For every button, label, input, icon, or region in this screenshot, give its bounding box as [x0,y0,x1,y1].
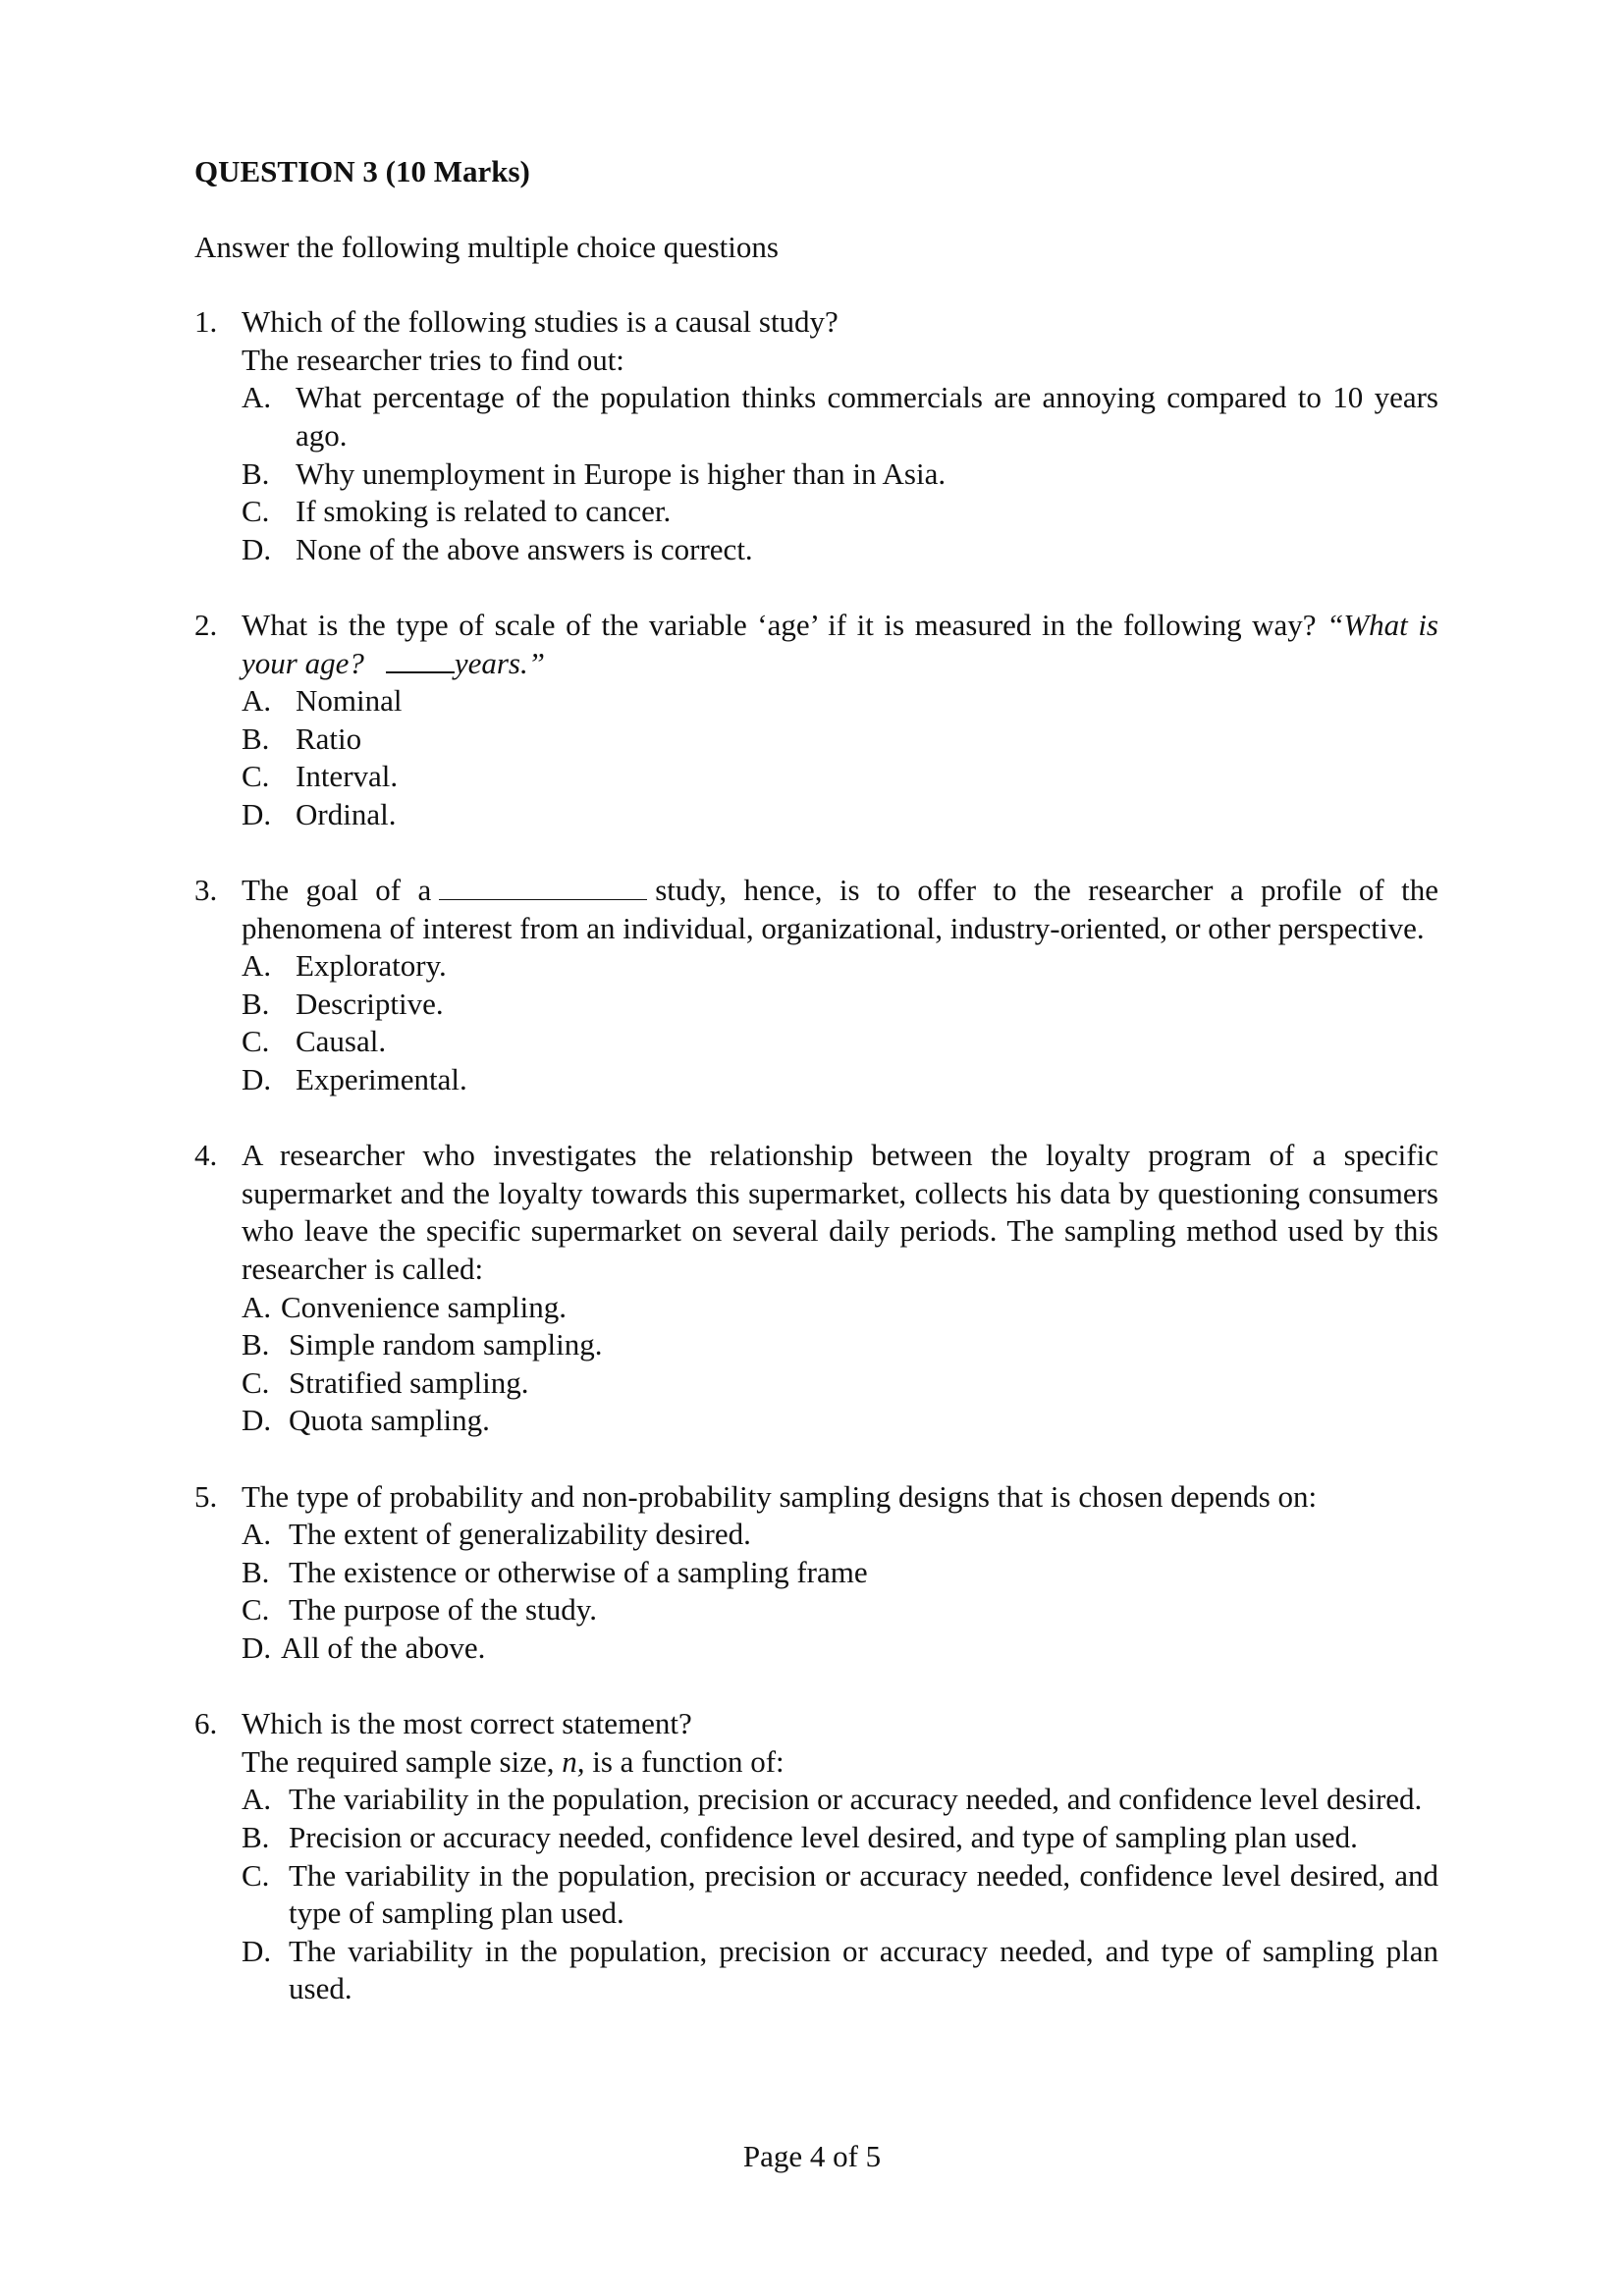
option-text: Simple random sampling. [289,1327,603,1362]
question-4 [194,1137,1438,1440]
option-d[interactable] [242,1629,1438,1668]
question-text [242,607,1438,682]
option-d[interactable] [242,1061,1438,1099]
question-1 [194,303,1438,568]
option-letter: C. [242,759,270,794]
option-letter: D. [242,1403,272,1438]
option-b[interactable] [242,721,1438,759]
option-letter: A. [242,683,272,719]
question-subtext: The researcher tries to find out: [242,342,624,377]
option-letter: C. [242,1024,270,1059]
option-letter: D. [242,531,272,566]
question-list [194,303,1438,2008]
subtext-variable: n, [562,1743,585,1779]
question-number: 2. [194,607,218,642]
option-letter: B. [242,721,270,756]
option-b[interactable] [242,455,1438,494]
option-b[interactable] [242,1554,1438,1592]
exam-page [194,153,1438,2047]
option-letter: A. [242,948,272,984]
option-letter: C. [242,1364,270,1400]
option-a[interactable] [242,947,1438,986]
option-c[interactable] [242,758,1438,796]
question-number: 5. [194,1478,218,1514]
option-letter: D. [242,1933,272,1968]
question-number: 6. [194,1706,218,1741]
option-text: Convenience sampling. [281,1289,567,1324]
question-text: The type of probability and non-probability sampling designs that is chosen depends on: [242,1478,1318,1514]
option-letter: D. [242,1062,272,1097]
option-text: The purpose of the study. [289,1592,597,1628]
option-letter: A. [242,380,272,415]
option-letter: D. [242,796,272,831]
option-letter: D. [242,1629,272,1665]
question-subtext [242,1743,1438,1782]
option-list [242,1516,1438,1667]
option-c[interactable] [242,1857,1438,1933]
question-2 [194,607,1438,834]
option-letter: A. [242,1517,272,1552]
option-b[interactable] [242,986,1438,1024]
option-b[interactable] [242,1819,1438,1857]
option-letter: C. [242,1592,270,1628]
question-number: 1. [194,304,218,340]
option-list [242,682,1438,833]
option-text: Descriptive. [296,986,444,1021]
question-number: 3. [194,873,218,908]
option-list [242,1289,1438,1440]
option-text: Interval. [296,759,399,794]
question-text: A researcher who investigates the relationship between the loyalty program of a specific supermarket and the loyalty towards this supermarket, collects his data by questioning consumers who leave the specific supermarket on several daily periods. The sampling method used by this researcher is called: [242,1138,1438,1287]
option-letter: A. [242,1289,272,1324]
option-text: Exploratory. [296,948,447,984]
option-letter: C. [242,494,270,529]
option-a[interactable] [242,1516,1438,1554]
option-c[interactable] [242,1591,1438,1629]
option-list [242,1781,1438,2008]
option-d[interactable] [242,1933,1438,2008]
subtext-start: The required sample size, [242,1743,555,1779]
question-6 [194,1705,1438,2008]
option-letter: B. [242,1327,270,1362]
option-list [242,379,1438,568]
option-text: Precision or accuracy needed, confidence level desired, and type of sampling plan used. [289,1819,1358,1854]
option-text: The variability in the population, precision or accuracy needed, and type of sampling plan used. [289,1933,1438,2006]
question-3 [194,872,1438,1099]
option-text: All of the above. [281,1629,486,1665]
option-d[interactable] [242,796,1438,834]
question-text [242,872,1438,947]
option-b[interactable] [242,1326,1438,1364]
option-c[interactable] [242,1364,1438,1403]
option-a[interactable] [242,1781,1438,1819]
question-number: 4. [194,1138,218,1173]
option-text: The variability in the population, precision or accuracy needed, and confidence level desired. [289,1782,1423,1817]
fill-in-blank [439,874,647,900]
question-heading: QUESTION 3 (10 Marks) [194,154,530,188]
option-text: None of the above answers is correct. [296,531,753,566]
option-a[interactable] [242,682,1438,721]
option-text: Quota sampling. [289,1403,490,1438]
instructions: Answer the following multiple choice questions [194,229,779,264]
question-5 [194,1478,1438,1668]
option-text: Causal. [296,1024,387,1059]
question-text-start: The goal of a [242,873,432,908]
subtext-end: is a function of: [592,1743,785,1779]
question-quote-start: “What is your age? [242,607,1438,680]
option-a[interactable] [242,1289,1438,1327]
option-text: If smoking is related to cancer. [296,494,672,529]
option-c[interactable] [242,1023,1438,1061]
option-c[interactable] [242,493,1438,531]
option-text: Ratio [296,721,362,756]
option-text: Nominal [296,683,403,719]
page-number: Page 4 of 5 [742,2139,882,2173]
question-text-end: study, hence, is to offer to the researcher a profile of the phenomena of interest from an individual, organizational, industry-oriented, or other perspective. [242,873,1438,945]
option-d[interactable] [242,531,1438,569]
option-text: What percentage of the population thinks commercials are annoying compared to 10 years ago. [296,380,1438,453]
option-letter: B. [242,986,270,1021]
option-a[interactable] [242,379,1438,454]
option-letter: A. [242,1782,272,1817]
question-quote-end: years.” [454,645,545,680]
option-letter: B. [242,1819,270,1854]
option-text: Why unemployment in Europe is higher than in Asia. [296,455,947,491]
option-letter: B. [242,455,270,491]
answer-blank [386,646,455,673]
option-text: The existence or otherwise of a sampling frame [289,1554,868,1589]
option-text: The variability in the population, precision or accuracy needed, confidence level desired, and type of sampling plan used. [289,1857,1438,1931]
option-letter: B. [242,1554,270,1589]
question-text: Which of the following studies is a causal study? [242,304,839,340]
question-text-main: What is the type of scale of the variable ‘age’ if it is measured in the following way? [242,607,1317,642]
option-text: Stratified sampling. [289,1364,529,1400]
option-text: The extent of generalizability desired. [289,1517,751,1552]
option-list [242,947,1438,1098]
option-text: Experimental. [296,1062,467,1097]
question-text: Which is the most correct statement? [242,1706,692,1741]
option-d[interactable] [242,1402,1438,1440]
option-letter: C. [242,1857,270,1893]
option-text: Ordinal. [296,796,397,831]
